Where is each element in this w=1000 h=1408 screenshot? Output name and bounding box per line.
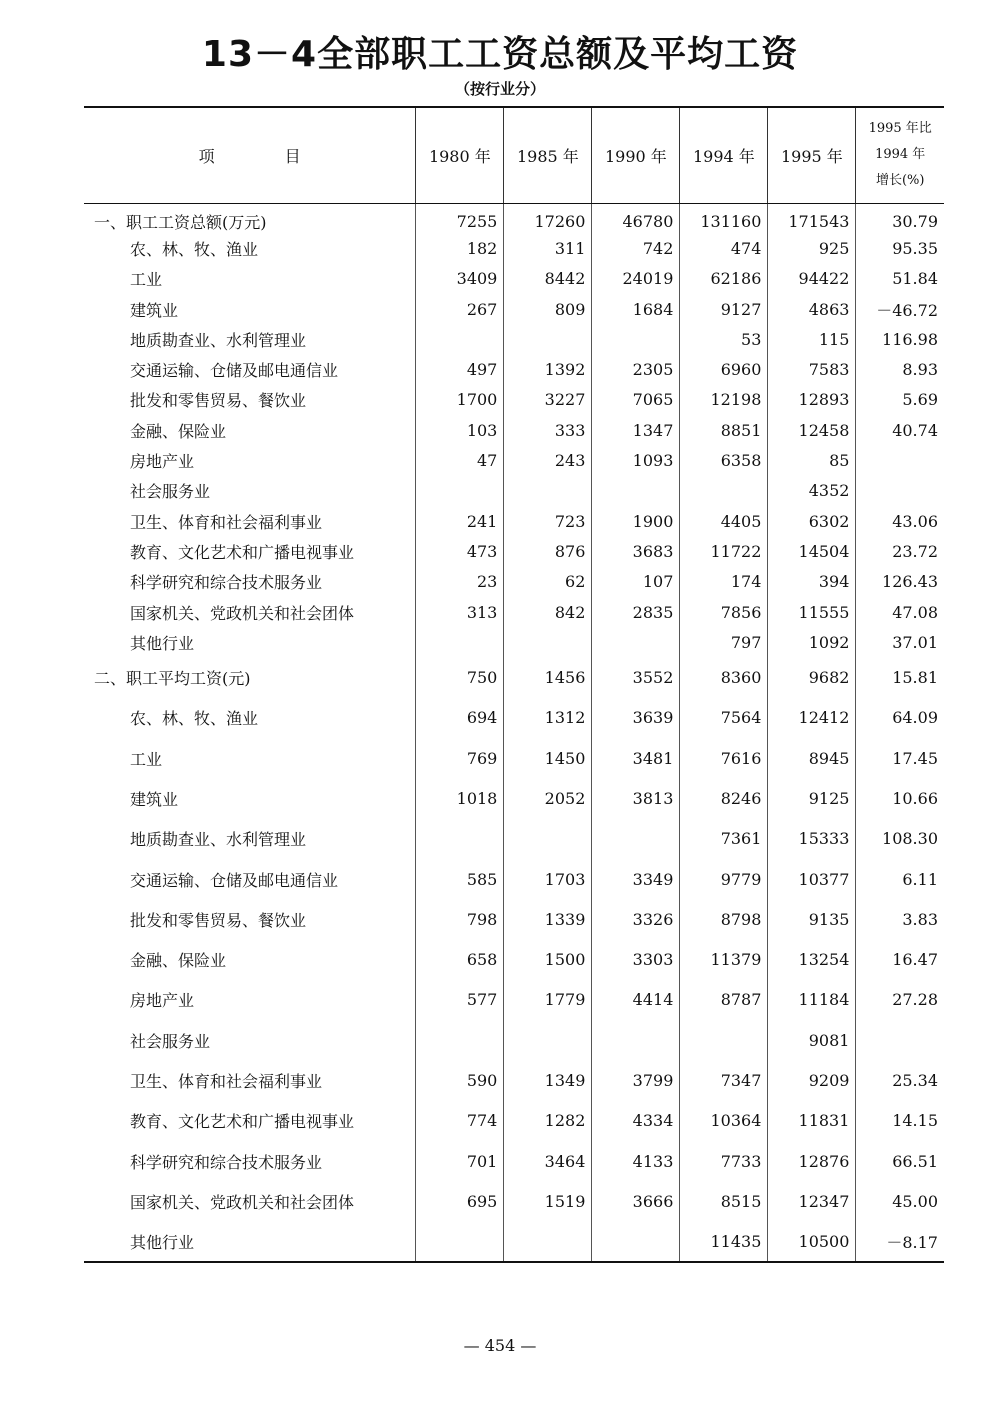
cell-v1985: 1779 [504,980,592,1020]
cell-growth: 6.11 [856,859,944,899]
cell-v1990: 3666 [592,1181,680,1221]
cell-v1994: 7347 [680,1060,768,1100]
cell-v1990: 1093 [592,445,680,475]
cell-v1985: 842 [504,597,592,627]
cell-v1985 [504,819,592,859]
cell-v1980: 241 [416,506,504,536]
row-label: 卫生、体育和社会福利事业 [130,512,323,532]
cell-v1985: 809 [504,294,592,324]
cell-v1994: 11379 [680,940,768,980]
cell-v1980: 769 [416,738,504,778]
cell-v1980 [416,1222,504,1262]
cell-v1995: 10500 [768,1222,856,1262]
header-item [84,107,416,203]
cell-v1995: 7583 [768,354,856,384]
table-body [84,203,944,1262]
cell-v1994 [680,1020,768,1060]
cell-v1994: 4405 [680,506,768,536]
cell-v1990: 3799 [592,1060,680,1100]
row-label: 教育、文化艺术和广播电视事业 [130,542,355,562]
table-row [84,657,944,697]
cell-v1994: 9127 [680,294,768,324]
table-row [84,738,944,778]
cell-v1995: 4352 [768,476,856,506]
cell-v1980: 267 [416,294,504,324]
table-row [84,778,944,818]
cell-v1994: 7616 [680,738,768,778]
table-row [84,899,944,939]
cell-v1994: 12198 [680,385,768,415]
row-label: 交通运输、仓储及邮电通信业 [130,870,339,890]
cell-v1980: 798 [416,899,504,939]
table-row [84,476,944,506]
cell-v1995: 12412 [768,698,856,738]
cell-v1990: 4414 [592,980,680,1020]
row-label: 社会服务业 [130,482,211,502]
cell-v1995: 8945 [768,738,856,778]
row-label: 国家机关、党政机关和社会团体 [130,603,355,623]
cell-v1994: 11722 [680,536,768,566]
row-label: 金融、保险业 [130,421,227,441]
cell-v1985: 62 [504,567,592,597]
wage-table [84,106,944,1263]
cell-v1985: 1500 [504,940,592,980]
cell-v1990: 2305 [592,354,680,384]
cell-v1985: 1456 [504,657,592,697]
header-growth-line1: 1995 年比 [868,121,932,137]
cell-v1994: 8360 [680,657,768,697]
cell-v1994: 8787 [680,980,768,1020]
table-row [84,567,944,597]
cell-v1995: 6302 [768,506,856,536]
cell-v1995: 171543 [768,203,856,233]
page-title: 13－4全部职工工资总额及平均工资 [201,34,799,75]
cell-v1995: 9135 [768,899,856,939]
cell-v1990: 3813 [592,778,680,818]
cell-v1994: 474 [680,233,768,263]
header-item-right: 目 [284,146,301,166]
cell-v1990: 3349 [592,859,680,899]
header-year-1985: 1985 年 [504,107,592,203]
cell-v1990: 3303 [592,940,680,980]
table-row [84,233,944,263]
cell-v1990: 3639 [592,698,680,738]
table-row [84,264,944,294]
cell-v1994: 9779 [680,859,768,899]
header-year-1995: 1995 年 [768,107,856,203]
cell-v1995: 11184 [768,980,856,1020]
cell-v1980: 750 [416,657,504,697]
cell-v1980: 1018 [416,778,504,818]
cell-growth: 16.47 [856,940,944,980]
cell-v1980: 3409 [416,264,504,294]
cell-v1985: 1392 [504,354,592,384]
table-row [84,859,944,899]
cell-v1994: 131160 [680,203,768,233]
cell-v1985: 2052 [504,778,592,818]
cell-v1990 [592,627,680,657]
table-row [84,354,944,384]
cell-v1995: 14504 [768,536,856,566]
cell-v1995: 12893 [768,385,856,415]
cell-v1995: 9209 [768,1060,856,1100]
cell-v1980 [416,476,504,506]
cell-v1995: 85 [768,445,856,475]
cell-v1994: 7361 [680,819,768,859]
cell-growth: 47.08 [856,597,944,627]
cell-v1995: 9682 [768,657,856,697]
cell-v1995: 9081 [768,1020,856,1060]
cell-v1990: 4133 [592,1141,680,1181]
cell-v1994: 10364 [680,1101,768,1141]
cell-v1990: 107 [592,567,680,597]
cell-growth: 66.51 [856,1141,944,1181]
cell-v1985: 8442 [504,264,592,294]
cell-v1985: 1450 [504,738,592,778]
cell-v1990: 7065 [592,385,680,415]
cell-v1995: 11831 [768,1101,856,1141]
cell-v1995: 12458 [768,415,856,445]
cell-v1980: 23 [416,567,504,597]
cell-v1995: 9125 [768,778,856,818]
cell-growth: 37.01 [856,627,944,657]
cell-v1994: 8246 [680,778,768,818]
cell-v1985: 3227 [504,385,592,415]
cell-v1994: 797 [680,627,768,657]
table-row [84,597,944,627]
cell-growth: 45.00 [856,1181,944,1221]
cell-v1990: 1900 [592,506,680,536]
row-label: 卫生、体育和社会福利事业 [130,1072,323,1092]
cell-v1994: 6358 [680,445,768,475]
cell-v1980: 182 [416,233,504,263]
table-row [84,324,944,354]
cell-v1980: 497 [416,354,504,384]
cell-v1985: 1282 [504,1101,592,1141]
cell-v1990: 3683 [592,536,680,566]
table-row [84,940,944,980]
row-label: 农、林、牧、渔业 [130,239,259,259]
cell-v1980: 774 [416,1101,504,1141]
row-label: 批发和零售贸易、餐饮业 [130,910,307,930]
cell-growth: 40.74 [856,415,944,445]
cell-v1985: 1312 [504,698,592,738]
cell-v1995: 12876 [768,1141,856,1181]
cell-v1995: 11555 [768,597,856,627]
row-label: 教育、文化艺术和广播电视事业 [130,1112,355,1132]
cell-v1985: 876 [504,536,592,566]
table-row [84,1101,944,1141]
cell-v1995: 1092 [768,627,856,657]
cell-growth: 5.69 [856,385,944,415]
row-label: 其他行业 [130,633,195,653]
cell-growth [856,1020,944,1060]
cell-growth: 126.43 [856,567,944,597]
row-label: 科学研究和综合技术服务业 [130,573,323,593]
table-header-row [84,107,944,203]
cell-v1980 [416,324,504,354]
cell-v1994: 8851 [680,415,768,445]
cell-v1995: 13254 [768,940,856,980]
cell-v1985: 1349 [504,1060,592,1100]
row-label: 批发和零售贸易、餐饮业 [130,391,307,411]
row-label: 地质勘查业、水利管理业 [130,830,307,850]
cell-v1980: 585 [416,859,504,899]
cell-v1980: 695 [416,1181,504,1221]
cell-growth: 10.66 [856,778,944,818]
table-row [84,1222,944,1262]
cell-v1985: 311 [504,233,592,263]
cell-v1995: 925 [768,233,856,263]
table-row [84,536,944,566]
table-row [84,698,944,738]
cell-v1980: 473 [416,536,504,566]
cell-growth: 95.35 [856,233,944,263]
cell-v1994: 8798 [680,899,768,939]
table-row [84,445,944,475]
cell-v1980: 1700 [416,385,504,415]
cell-v1985: 1519 [504,1181,592,1221]
page-number: — 454 — [463,1336,537,1355]
cell-growth: －46.72 [856,294,944,324]
cell-v1990: 3552 [592,657,680,697]
cell-growth: －8.17 [856,1222,944,1262]
cell-v1985: 3464 [504,1141,592,1181]
cell-growth: 3.83 [856,899,944,939]
row-label: 一、职工工资总额(万元) [94,212,267,232]
cell-v1994: 62186 [680,264,768,294]
cell-v1994: 6960 [680,354,768,384]
cell-v1994: 11435 [680,1222,768,1262]
cell-v1980 [416,819,504,859]
cell-v1995: 94422 [768,264,856,294]
header-year-1980: 1980 年 [416,107,504,203]
cell-growth: 14.15 [856,1101,944,1141]
cell-v1990 [592,1020,680,1060]
cell-v1980 [416,627,504,657]
header-growth-line2: 1994 年 [875,147,926,163]
header-year-1994: 1994 年 [680,107,768,203]
table-row [84,627,944,657]
cell-v1994: 174 [680,567,768,597]
cell-v1990: 1347 [592,415,680,445]
cell-v1980: 658 [416,940,504,980]
cell-v1994: 7856 [680,597,768,627]
cell-v1995: 115 [768,324,856,354]
table-row [84,294,944,324]
cell-v1994: 53 [680,324,768,354]
cell-v1990 [592,1222,680,1262]
row-label: 房地产业 [130,991,195,1011]
cell-v1990 [592,476,680,506]
cell-v1995: 10377 [768,859,856,899]
cell-v1980: 7255 [416,203,504,233]
cell-v1985: 723 [504,506,592,536]
header-growth [856,107,944,203]
cell-v1980 [416,1020,504,1060]
cell-v1980: 313 [416,597,504,627]
cell-growth [856,476,944,506]
cell-growth [856,445,944,475]
cell-v1994: 8515 [680,1181,768,1221]
cell-growth: 25.34 [856,1060,944,1100]
row-label: 建筑业 [130,300,179,320]
cell-v1990 [592,819,680,859]
cell-v1980: 701 [416,1141,504,1181]
table-row [84,819,944,859]
header-growth-line3: 增长(%) [875,173,925,189]
row-label: 地质勘查业、水利管理业 [130,330,307,350]
cell-v1980: 694 [416,698,504,738]
cell-growth: 15.81 [856,657,944,697]
cell-v1980: 577 [416,980,504,1020]
cell-growth: 23.72 [856,536,944,566]
cell-v1980: 103 [416,415,504,445]
cell-v1990: 3481 [592,738,680,778]
table-row [84,385,944,415]
cell-growth: 64.09 [856,698,944,738]
cell-growth: 30.79 [856,203,944,233]
cell-v1994: 7564 [680,698,768,738]
row-label: 科学研究和综合技术服务业 [130,1152,323,1172]
row-label: 工业 [130,749,163,769]
cell-growth: 17.45 [856,738,944,778]
cell-v1990: 3326 [592,899,680,939]
row-label: 交通运输、仓储及邮电通信业 [130,361,339,381]
cell-v1994: 7733 [680,1141,768,1181]
cell-growth: 108.30 [856,819,944,859]
cell-v1985 [504,324,592,354]
table-row [84,1060,944,1100]
cell-v1985 [504,1222,592,1262]
row-label: 其他行业 [84,1222,416,1262]
cell-v1985 [504,1020,592,1060]
cell-v1990: 4334 [592,1101,680,1141]
cell-v1994 [680,476,768,506]
table-row [84,1181,944,1221]
cell-v1985 [504,476,592,506]
cell-growth: 51.84 [856,264,944,294]
cell-v1995: 4863 [768,294,856,324]
cell-v1995: 394 [768,567,856,597]
cell-v1985: 17260 [504,203,592,233]
cell-growth: 8.93 [856,354,944,384]
cell-v1990: 46780 [592,203,680,233]
cell-v1995: 12347 [768,1181,856,1221]
table-row [84,1020,944,1060]
cell-growth: 27.28 [856,980,944,1020]
cell-v1990: 1684 [592,294,680,324]
table-row [84,506,944,536]
cell-growth: 116.98 [856,324,944,354]
cell-v1985: 243 [504,445,592,475]
row-label: 农、林、牧、渔业 [130,709,259,729]
table-row [84,980,944,1020]
cell-growth: 43.06 [856,506,944,536]
table-row [84,415,944,445]
cell-v1990: 24019 [592,264,680,294]
cell-v1980: 590 [416,1060,504,1100]
row-label: 金融、保险业 [130,951,227,971]
header-item-left: 项 [198,146,215,166]
cell-v1990: 2835 [592,597,680,627]
cell-v1985: 1339 [504,899,592,939]
row-label: 社会服务业 [130,1031,211,1051]
cell-v1985 [504,627,592,657]
row-label: 房地产业 [130,452,195,472]
row-label: 工业 [130,270,163,290]
table-row [84,1141,944,1181]
cell-v1985: 1703 [504,859,592,899]
row-label: 二、职工平均工资(元) [94,669,251,689]
row-label: 建筑业 [130,789,179,809]
table-row [84,203,944,233]
cell-v1990 [592,324,680,354]
header-year-1990: 1990 年 [592,107,680,203]
row-label: 国家机关、党政机关和社会团体 [130,1192,355,1212]
table-subtitle: （按行业分） [454,80,545,98]
cell-v1985: 333 [504,415,592,445]
cell-v1990: 742 [592,233,680,263]
cell-v1980: 47 [416,445,504,475]
cell-v1995: 15333 [768,819,856,859]
